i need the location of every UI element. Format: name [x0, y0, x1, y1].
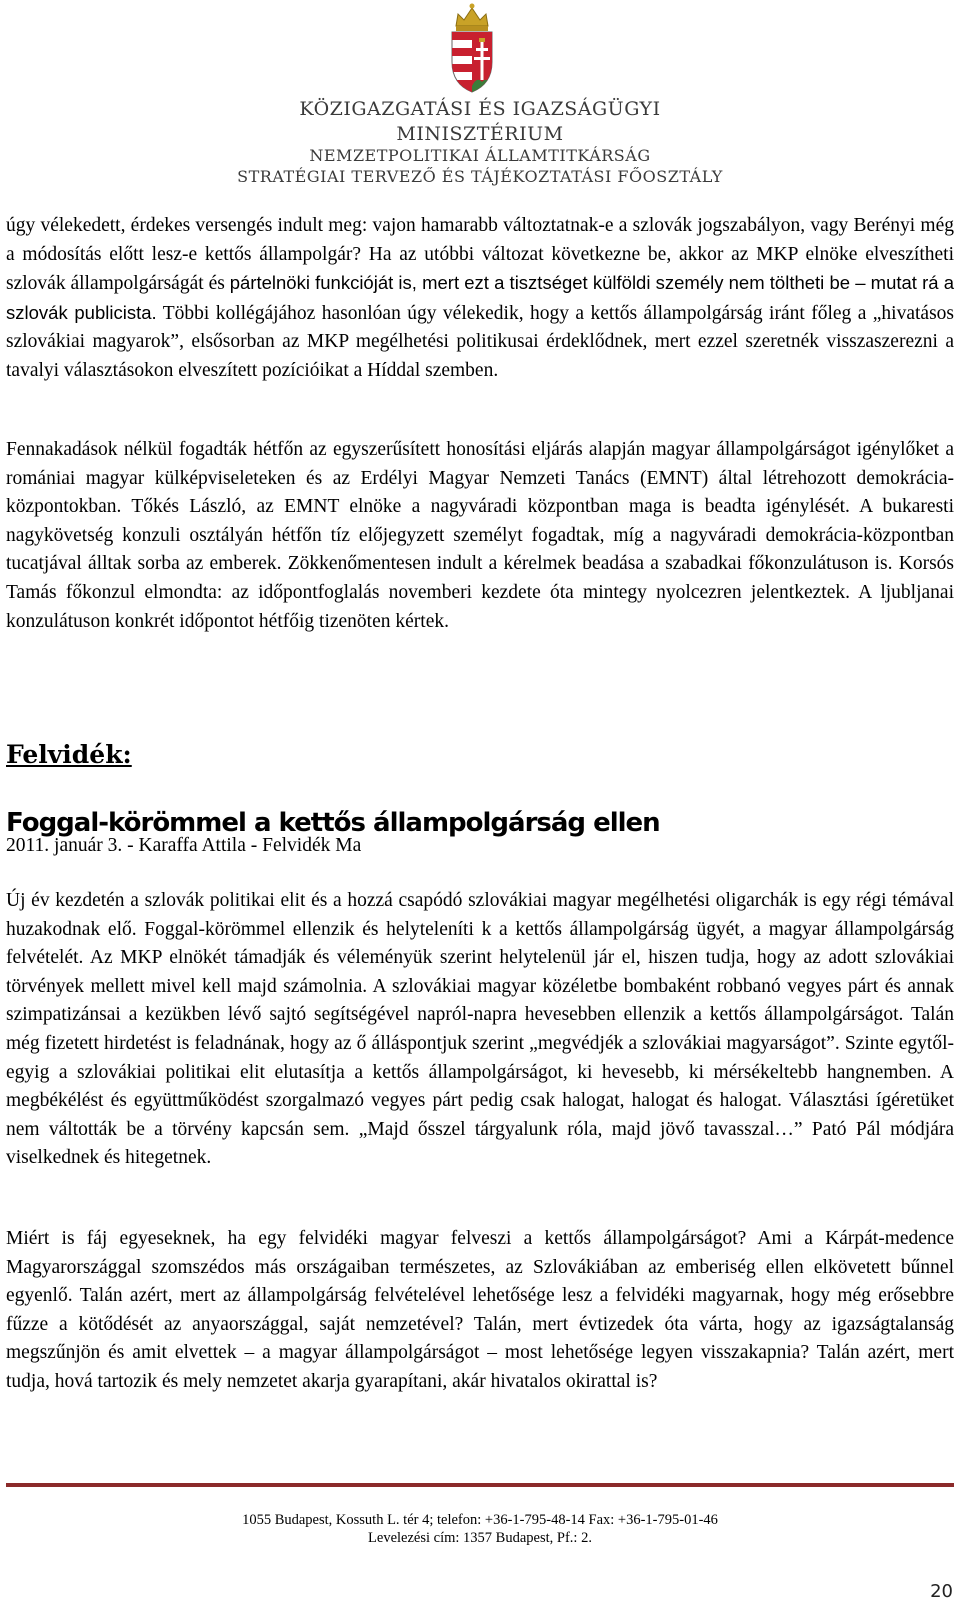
org-name-line-1: KÖZIGAZGATÁSI ÉS IGAZSÁGÜGYI [299, 98, 661, 120]
article1-paragraph-1 [6, 212, 954, 386]
article2-paragraph-1: Új év kezdetén a szlovák politikai elit és a hozzá csapódó szlovákiai magyar megélhetési oligarchák is egy régi témával huzakodnak elő. Foggal-körömmel ellenzik és helyteleníti k a kettős állampolgárság ügyét, a magyar állampolgárság felvételét. Az MKP elnökét támadják és véleményük szerint helytelenül jár el, hiszen tudja, hogy az adott szlovákiai törvények mellett mivel kell majd számolnia. A szlovákiai magyar közéletbe bombaként robbanó vegyes párt és annak szimpatizánsai a kezükben lévő sajtó segítségével napról-napra hevesebben ellenzik a kettős állampolgárságot. Talán még fizetett hirdetést is feladnának, hogy az ő álláspontjuk szerint „megvédjék a szlovákiai magyarságot”. Szinte egytől-egyig a szlovákiai politikai elit elutasítja a kettős állampolgárságot, ki hevesebb, ki mérsékeltebb hangnemben. A megbékélést és együttműködést szorgalmazó vegyes párt pedig csak halogat, halogat és halogat. Választási ígéretüket nem váltották be a törvény kapcsán sem. „Majd ősszel tárgyalunk róla, majd jövő tavasszal…” Pató Pál módjára viselkednek és hitegetnek. [6, 890, 954, 1169]
coat-of-arms-icon [444, 2, 500, 94]
org-name-line-3: NEMZETPOLITIKAI ÁLLAMTITKÁRSÁG [309, 146, 651, 165]
page-header [0, 0, 960, 190]
article-title: Foggal-körömmel a kettős állampolgárság ellen [6, 808, 660, 838]
article-byline: 2011. január 3. - Karaffa Attila - Felvidék Ma [6, 835, 362, 856]
footer-divider [6, 1483, 954, 1487]
article1-paragraph-1-rest: Többi kollégájához hasonlóan úgy vélekedik, hogy a kettős állampolgárság iránt főleg a „hivatásos szlovákiai magyarok”, elsősorban az MKP megélhetési politikusai érdeklődnek, mert ezzel szeretnék visszaszerezni a tavalyi választásokon elveszített pozícióikat a Híddal szemben. [6, 302, 954, 381]
article2-paragraph-2: Miért is fáj egyeseknek, ha egy felvidéki magyar felveszi a kettős állampolgárságot? Ami a Kárpát-medence Magyarországgal szomszédos más országaiban természetes, az Szlovákiában az emberiség ellen elkövetett bűnnel egyenlő. Talán azért, mert az állampolgárság felvételével lehetősége lesz a felvidéki magyarnak, hogy még erősebbre fűzze a kötődését az anyaországgal, saját nemzetével? Talán, mert évtizedek óta várta, hogy az igazságtalanság megszűnjön és amit elvettek – a magyar állampolgárságot – most lehetősége legyen visszakapnia? Talán azért, mert tudja, hová tartozik és mely nemzetet akarja gyarapítani, akár hivatalos okirattal is? [6, 1228, 954, 1392]
footer-address: 1055 Budapest, Kossuth L. tér 4; telefon: +36-1-795-48-14 Fax: +36-1-795-01-46 [242, 1512, 718, 1528]
org-name-line-2: MINISZTÉRIUM [396, 123, 564, 145]
section-heading: Felvidék: [6, 740, 132, 769]
article1-paragraph-1-sans: pártelnöki funkcióját is, mert ezt a tisztséget külföldi személy nem töltheti be – mutat rá a szlovák publicista. [6, 272, 954, 323]
page-number: 20 [930, 1581, 953, 1602]
article1-paragraph-1-serif: úgy vélekedett, érdekes versengés indult meg: vajon hamarabb változtatnak-e a szlovák jogszabályon, vagy Berényi még a módosítás előtt lesz-e kettős állampolgár? Ha az utóbbi változat következne be, akkor az MKP elnöke elveszítheti szlovák állampolgárságát és [6, 215, 954, 295]
article1-paragraph-2: Fennakadások nélkül fogadták hétfőn az egyszerűsített honosítási eljárás alapján magyar állampolgárságot igénylőket a romániai magyar külképviseleteken és az Erdélyi Magyar Nemzeti Tanács (EMNT) által létrehozott demokrácia-központokban. Tőkés László, az EMNT elnöke a nagyváradi központban maga is beadta igénylését. A bukaresti nagykövetség konzuli osztályán hétfőn tíz előjegyzett személyt fogadtak, míg a nagyváradi demokrácia-központban tucatjával álltak sorba az emberek. Zökkenőmentesen indult a kérelmek beadása a szabadkai főkonzulátuson is. Korsós Tamás főkonzul elmondta: az időpontfoglalás novemberi kezdete óta mintegy nyolcezren jelentkeztek. A ljubljanai konzulátuson konkrét időpontot hétfőig tizenöten kértek. [6, 439, 954, 632]
org-name-line-4: STRATÉGIAI TERVEZŐ ÉS TÁJÉKOZTATÁSI FŐOSZTÁLY [237, 167, 723, 186]
footer-mailing-address: Levelezési cím: 1357 Budapest, Pf.: 2. [368, 1530, 592, 1546]
